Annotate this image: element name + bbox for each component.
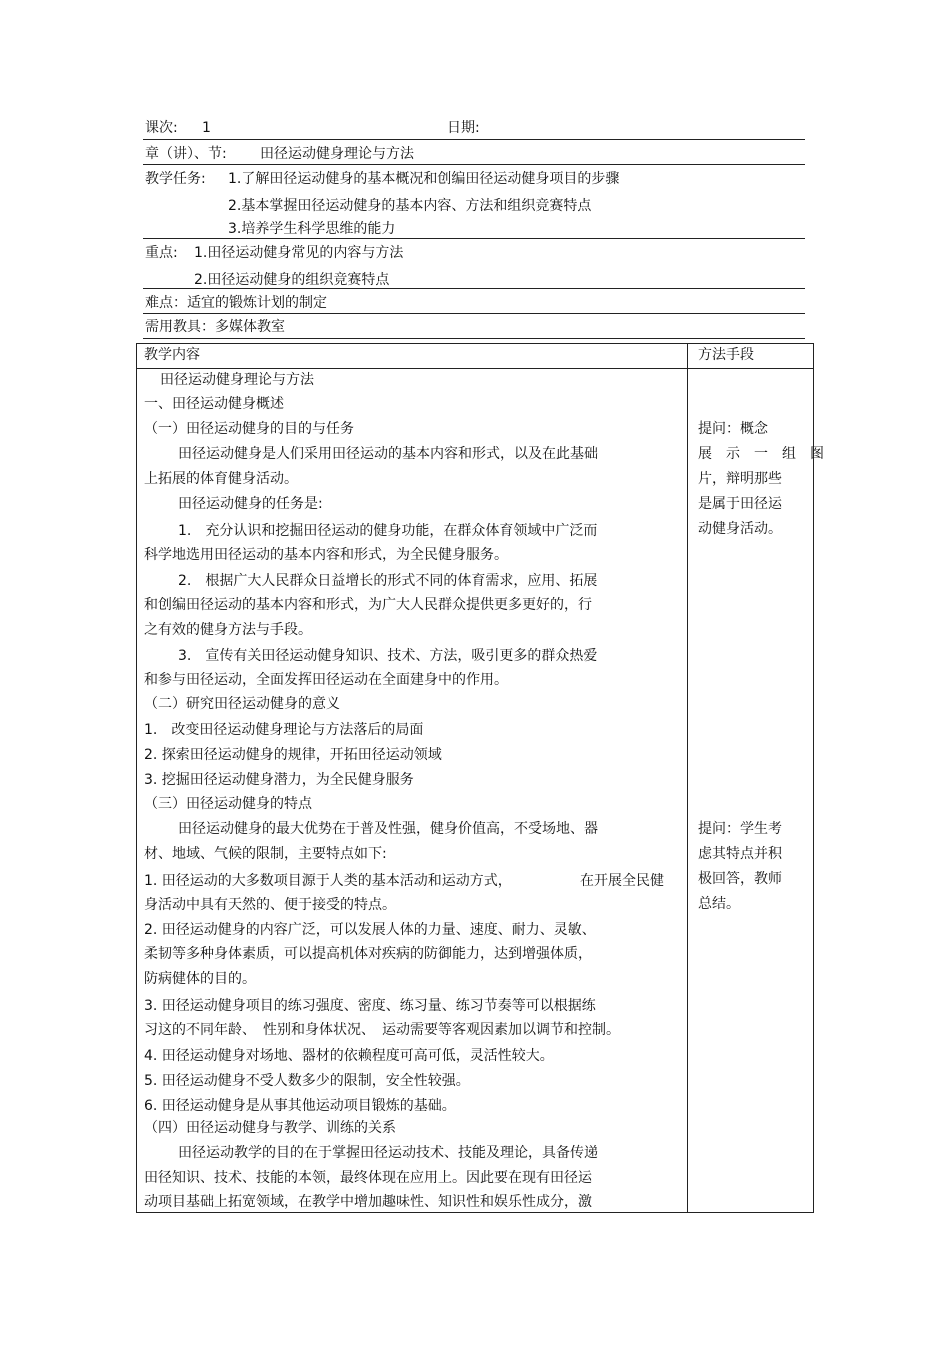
task-item: 2.基本掌握田径运动健身的基本内容、方法和组织竞赛特点 — [228, 198, 592, 214]
content-line: 2. 田径运动健身的内容广泛，可以发展人体的力量、速度、耐力、灵敏、 — [144, 922, 596, 938]
task-item: 3.培养学生科学思维的能力 — [228, 221, 396, 237]
content-line: 柔韧等多种身体素质，可以提高机体对疾病的防御能力，达到增强体质， — [144, 946, 592, 962]
content-line: 习这的不同年龄、 性别和身体状况、 运动需要等客观因素加以调节和控制。 — [144, 1022, 620, 1038]
content-line: 和创编田径运动的基本内容和形式，为广大人民群众提供更多更好的，行 — [144, 597, 592, 613]
content-line: 2. 根据广大人民群众日益增长的形式不同的体育需求，应用、拓展 — [178, 573, 598, 589]
content-line: 3. 田径运动健身项目的练习强度、密度、练习量、练习节奏等可以根据练 — [144, 998, 596, 1014]
key-label: 重点: — [145, 245, 178, 261]
method-line: 片，辩明那些 — [698, 471, 782, 487]
difficulty-text: 难点：适宜的锻炼计划的制定 — [145, 295, 327, 311]
header-rule — [143, 288, 805, 289]
content-line: 一、田径运动健身概述 — [144, 396, 284, 412]
method-line: 提问：学生考 — [698, 821, 782, 837]
method-line: 动健身活动。 — [698, 521, 782, 537]
content-line: 上拓展的体育健身活动。 — [144, 471, 298, 487]
content-line: 防病健体的目的。 — [144, 971, 256, 987]
chapter-title: 田径运动健身理论与方法 — [260, 146, 414, 162]
content-line: 田径运动健身是人们采用田径运动的基本内容和形式，以及在此基础 — [178, 446, 598, 462]
content-line: （四）田径运动健身与教学、训练的关系 — [144, 1120, 396, 1136]
content-line: 田径运动教学的目的在于掌握田径运动技术、技能及理论，具备传递 — [178, 1145, 598, 1161]
content-line: 田径知识、技术、技能的本领，最终体现在应用上。因此要在现有田径运 — [144, 1170, 592, 1186]
chapter-label: 章（讲）、节: — [145, 146, 227, 162]
task-label: 教学任务: — [145, 171, 206, 187]
content-line: 5. 田径运动健身不受人数多少的限制，安全性较强。 — [144, 1073, 470, 1089]
method-line: 是属于田径运 — [698, 496, 782, 512]
header-rule — [143, 238, 805, 239]
date-label: 日期: — [447, 120, 480, 136]
content-line: 4. 田径运动健身对场地、器材的依赖程度可高可低，灵活性较大。 — [144, 1048, 554, 1064]
header-rule — [143, 164, 805, 165]
header-rule — [143, 139, 805, 140]
content-line: 材、地域、气候的限制，主要特点如下: — [144, 846, 387, 862]
content-line: 身活动中具有天然的、便于接受的特点。 — [144, 897, 396, 913]
method-line: 展 示 一 组 图 — [698, 446, 824, 462]
key-point: 2.田径运动健身的组织竞赛特点 — [194, 272, 390, 288]
content-line: 田径运动健身理论与方法 — [160, 372, 314, 388]
task-item: 1.了解田径运动健身的基本概况和创编田径运动健身项目的步骤 — [228, 171, 620, 187]
method-line: 极回答，教师 — [698, 871, 782, 887]
equipment-text: 需用教具：多媒体教室 — [145, 319, 285, 335]
key-point: 1.田径运动健身常见的内容与方法 — [194, 245, 404, 261]
content-line: 田径运动健身的任务是: — [178, 496, 323, 512]
content-line: 在开展全民健 — [580, 873, 664, 889]
column-header-method: 方法手段 — [698, 347, 754, 363]
content-line: 科学地选用田径运动的基本内容和形式，为全民健身服务。 — [144, 547, 508, 563]
content-line: （二）研究田径运动健身的意义 — [144, 696, 340, 712]
header-rule — [143, 313, 805, 314]
content-line: 1. 改变田径运动健身理论与方法落后的局面 — [144, 722, 424, 738]
content-line: 3. 宣传有关田径运动健身知识、技术、方法，吸引更多的群众热爱 — [178, 648, 598, 664]
method-line: 虑其特点并积 — [698, 846, 782, 862]
method-line: 提问：概念 — [698, 421, 768, 437]
lesson-label: 课次: — [145, 120, 178, 136]
content-line: （三）田径运动健身的特点 — [144, 796, 312, 812]
content-line: 6. 田径运动健身是从事其他运动项目锻炼的基础。 — [144, 1098, 456, 1114]
lesson-number: 1 — [202, 120, 211, 136]
content-line: （一）田径运动健身的目的与任务 — [144, 421, 354, 437]
table-column-divider — [687, 343, 688, 1213]
content-line: 3. 挖掘田径运动健身潜力，为全民健身服务 — [144, 772, 414, 788]
method-line: 总结。 — [698, 896, 740, 912]
content-line: 和参与田径运动，全面发挥田径运动在全面建身中的作用。 — [144, 672, 508, 688]
content-line: 2. 探索田径运动健身的规律，开拓田径运动领域 — [144, 747, 442, 763]
content-line: 动项目基础上拓宽领域，在教学中增加趣味性、知识性和娱乐性成分，激 — [144, 1194, 592, 1210]
header-rule — [143, 338, 805, 339]
content-line: 田径运动健身的最大优势在于普及性强，健身价值高，不受场地、器 — [178, 821, 598, 837]
column-header-content: 教学内容 — [144, 347, 200, 363]
table-header-rule — [136, 368, 814, 369]
content-line: 1. 田径运动的大多数项目源于人类的基本活动和运动方式， — [144, 873, 512, 889]
content-line: 之有效的健身方法与手段。 — [144, 622, 312, 638]
content-line: 1. 充分认识和挖掘田径运动的健身功能，在群众体育领域中广泛而 — [178, 523, 598, 539]
